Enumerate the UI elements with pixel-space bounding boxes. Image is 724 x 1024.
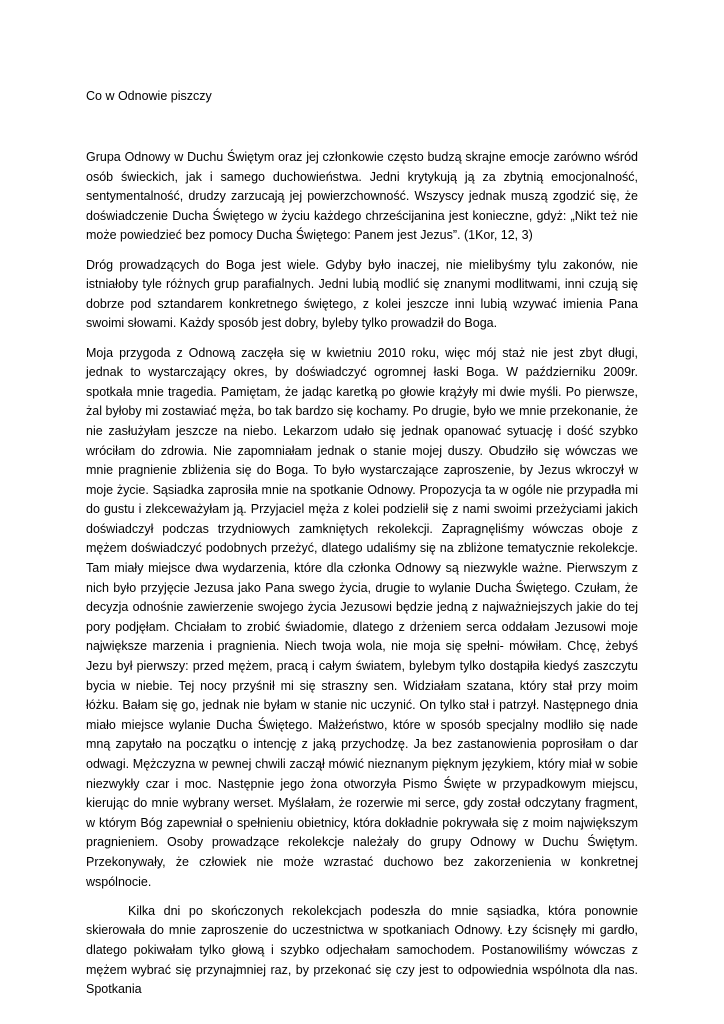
document-body	[86, 148, 638, 1009]
paragraph-personal-story: Moja przygoda z Odnową zaczęła się w kwietniu 2010 roku, więc mój staż nie jest zbyt długi, jednak to wystarczający okres, by doświadczyć ogromnej łaski Boga. W październiku 2009r. spotkała mnie tragedia. Pamiętam, że jadąc karetką po głowie krążyły mi dwie myśli. Po pierwsze, żal byłoby mi zostawiać męża, bo tak bardzo się kochamy. Po drugie, było we mnie przekonanie, że nie zasłużyłam jeszcze na niebo. Lekarzom udało się jednak opanować sytuację i dość szybko wróciłam do zdrowia. Nie zapomniałam jednak o stanie mojej duszy. Obudziło się wówczas we mnie pragnienie zbliżenia się do Boga. To było wystarczające zaproszenie, by Jezus wkroczył w moje życie. Sąsiadka zaprosiła mnie na spotkanie Odnowy. Propozycja ta w ogóle nie przypadła mi do gustu i zlekceważyłam ją. Przyjaciel męża z kolei podzielił się z nami swoimi przeżyciami jakich doświadczył podczas trzydniowych zamkniętych rekolekcji. Zapragnęliśmy wówczas oboje z mężem doświadczyć podobnych przeżyć, dlatego udaliśmy się na zbliżone tematycznie rekolekcje. Tam miały miejsce dwa wydarzenia, które dla członka Odnowy są niezwykle ważne. Pierwszym z nich było przyjęcie Jezusa jako Pana swego życia, drugie to wylanie Ducha Świętego. Czułam, że decyzja odnośnie zawierzenie swojego życia Jezusowi będzie jedną z najważniejszych jakie do tej pory podjęłam. Chciałam to zrobić świadomie, dlatego z drżeniem serca oddałam Jezusowi moje największe marzenia i pragnienia. Niech twoja wola, nie moja się spełni- mówiłam. Chcę, żebyś Jezu był pierwszy: przed mężem, pracą i całym światem, bylebym tylko dostąpiła kiedyś zaszczytu bycia w niebie. Tej nocy przyśnił mi się straszny sen. Widziałam szatana, który stał przy moim łóżku. Bałam się go, jednak nie byłam w stanie nic uczynić. On tylko stał i patrzył. Następnego dnia miało miejsce wylanie Ducha Świętego. Małżeństwo, które w sposób specjalny modliło się nade mną zapytało na początku o intencję z jaką przychodzę. Ja bez zastanowienia poprosiłam o dar odwagi. Mężczyzna w pewnej chwili zaczął mówić nieznanym pięknym językiem, który miał w sobie niezwykły czar i moc. Następnie jego żona otworzyła Pismo Święte w przypadkowym miejscu, kierując do mnie wybrany werset. Myślałam, że rozerwie mi serce, gdy został odczytany fragment, w którym Bóg zapewniał o spełnieniu obietnicy, która dokładnie pokrywała się z moim największym pragnieniem. Osoby prowadzące rekolekcje należały do grupy Odnowy w Duchu Świętym. Przekonywały, że człowiek nie może wzrastać duchowo bez zakorzenienia w konkretnej wspólnocie.	[86, 345, 638, 889]
document-title: Co w Odnowie piszczy	[86, 89, 212, 103]
paragraph-after-retreat: Kilka dni po skończonych rekolekcjach podeszła do mnie sąsiadka, która ponownie skierowała do mnie zaproszenie do uczestnictwa w spotkaniach Odnowy. Łzy ścisnęły mi gardło, dlatego pokiwałam tylko głową i szybko odjechałam samochodem. Postanowiliśmy wówczas z mężem wybrać się przynajmniej raz, by przekonać się czy jest to odpowiednia wspólnota dla nas. Spotkania	[86, 903, 638, 997]
paragraph-paths-to-god: Dróg prowadzących do Boga jest wiele. Gdyby było inaczej, nie mielibyśmy tylu zakonów, nie istniałoby tyle różnych grup parafialnych. Jedni lubią modlić się znanymi modlitwami, inni czują się dobrze pod sztandarem konkretnego świętego, z kolei jeszcze inni lubią wzywać imienia Pana swoimi słowami. Każdy sposób jest dobry, byleby tylko prowadził do Boga.	[86, 257, 638, 331]
paragraph-intro: Grupa Odnowy w Duchu Świętym oraz jej członkowie często budzą skrajne emocje zarówno wśród osób świeckich, jak i samego duchowieństwa. Jedni krytykują ją za zbytnią emocjonalność, sentymentalność, drudzy zarzucają jej powierzchowność. Wszyscy jednak muszą zgodzić się, że doświadczenie Ducha Świętego w życiu każdego chrześcijanina jest konieczne, gdyż: „Nikt też nie może powiedzieć bez pomocy Ducha Świętego: Panem jest Jezus”. (1Kor, 12, 3)	[86, 150, 638, 243]
